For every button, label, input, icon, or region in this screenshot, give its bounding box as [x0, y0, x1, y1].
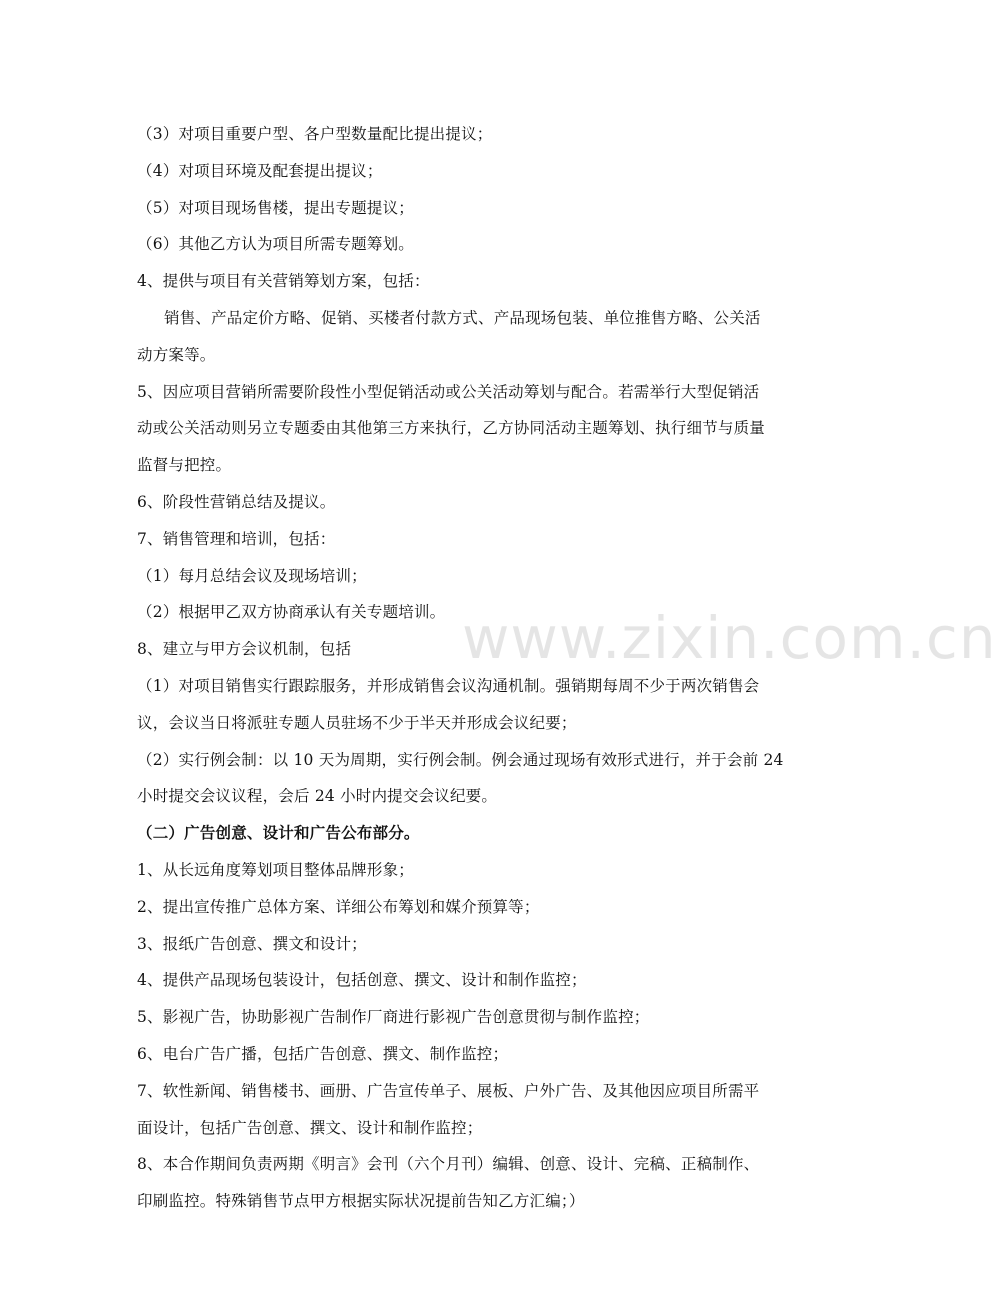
text-line: （1）对项目销售实行跟踪服务，并形成销售会议沟通机制。强销期每周不少于两次销售会 — [137, 676, 760, 695]
text-line: 6、阶段性营销总结及提议。 — [137, 492, 336, 511]
text-line: （6）其他乙方认为项目所需专题筹划。 — [137, 235, 414, 254]
text-line: （5）对项目现场售楼，提出专题提议； — [137, 198, 414, 217]
text-line: 7、销售管理和培训，包括： — [137, 529, 336, 548]
text-line: 1、从长远角度筹划项目整体品牌形象； — [137, 860, 414, 879]
document-body — [137, 116, 792, 1220]
text-line: （3）对项目重要户型、各户型数量配比提出提议； — [137, 125, 493, 143]
text-line: 面设计，包括广告创意、撰文、设计和制作监控； — [137, 1118, 483, 1137]
text-line: 销售、产品定价方略、促销、买楼者付款方式、产品现场包装、单位推售方略、公关活 — [164, 308, 761, 327]
text-line: 印刷监控。特殊销售节点甲方根据实际状况提前告知乙方汇编；） — [137, 1192, 585, 1211]
text-line: 3、报纸广告创意、撰文和设计； — [137, 934, 367, 953]
text-line: （2）根据甲乙双方协商承认有关专题培训。 — [137, 603, 446, 622]
text-line: 动方案等。 — [137, 345, 216, 364]
section-heading: （二）广告创意、设计和广告公布部分。 — [137, 823, 420, 843]
watermark: www.zixin.com.cn — [462, 604, 997, 672]
text-line: （4）对项目环境及配套提出提议； — [137, 161, 383, 180]
text-line: （1）每月总结会议及现场培训； — [137, 566, 367, 585]
text-line: 8、建立与甲方会议机制，包括 — [137, 640, 352, 659]
text-line: 小时提交会议议程，会后 24 小时内提交会议纪要。 — [137, 787, 498, 806]
text-line: 7、软性新闻、销售楼书、画册、广告宣传单子、展板、户外广告、及其他因应项目所需平 — [137, 1081, 760, 1100]
text-line: （2）实行例会制：以 10 天为周期，实行例会制。例会通过现场有效形式进行，并于会前 24 — [137, 750, 784, 769]
text-line: 2、提出宣传推广总体方案、详细公布筹划和媒介预算等； — [137, 897, 540, 916]
text-line: 4、提供产品现场包装设计，包括创意、撰文、设计和制作监控； — [137, 971, 587, 990]
text-line: 5、影视广告，协助影视广告制作厂商进行影视广告创意贯彻与制作监控； — [137, 1008, 650, 1027]
text-line: 6、电台广告广播，包括广告创意、撰文、制作监控； — [137, 1044, 509, 1063]
text-line: 5、因应项目营销所需要阶段性小型促销活动或公关活动筹划与配合。若需举行大型促销活 — [137, 382, 760, 401]
text-line: 动或公关活动则另立专题委由其他第三方来执行，乙方协同活动主题筹划、执行细节与质量 — [137, 419, 766, 438]
text-line: 监督与把控。 — [137, 456, 232, 475]
text-line: 4、提供与项目有关营销筹划方案，包括： — [137, 272, 430, 291]
text-line: 议，会议当日将派驻专题人员驻场不少于半天并形成会议纪要； — [137, 713, 577, 732]
text-line: 8、本合作期间负责两期《明言》会刊（六个月刊）编辑、创意、设计、完稿、正稿制作、 — [137, 1155, 760, 1174]
